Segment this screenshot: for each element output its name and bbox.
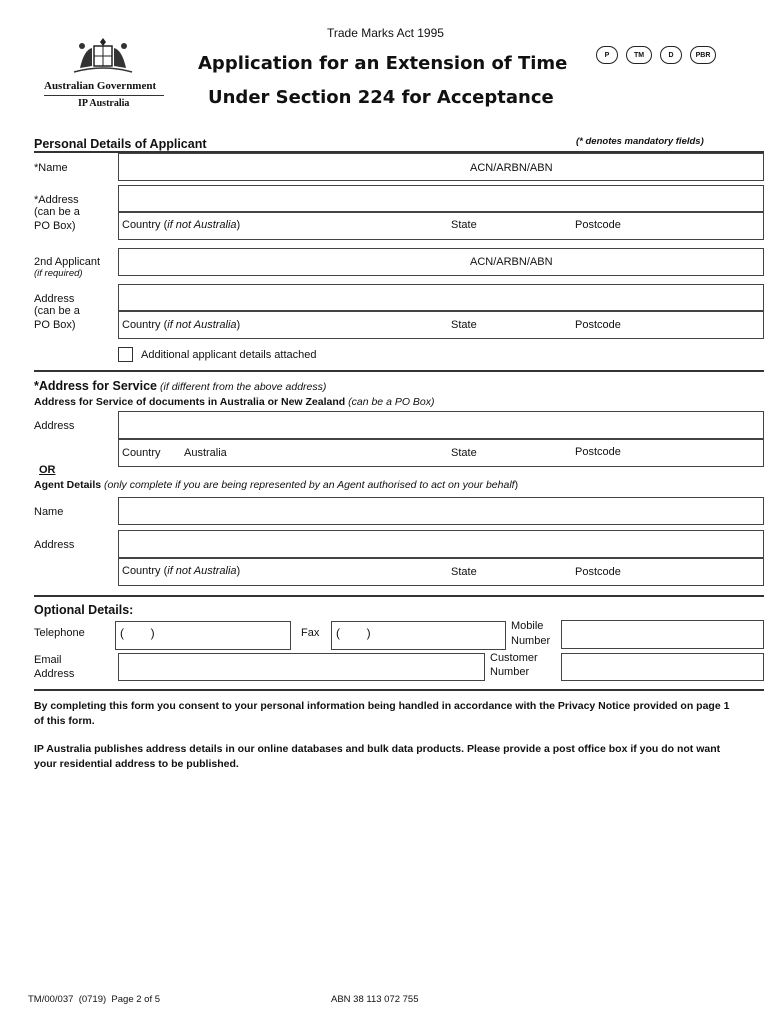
badge-p: P bbox=[596, 46, 618, 64]
agent-address-field[interactable] bbox=[118, 530, 764, 558]
address-label-line3: PO Box) bbox=[34, 220, 76, 232]
mobile-field[interactable] bbox=[561, 620, 764, 649]
applicant-name-field[interactable] bbox=[118, 153, 764, 181]
agent-name-label: Name bbox=[34, 506, 64, 518]
applicant-address-field[interactable] bbox=[118, 185, 764, 212]
second-applicant-hint: (if required) bbox=[34, 268, 83, 279]
customer-number-field[interactable] bbox=[561, 653, 764, 681]
section-rule-optional bbox=[34, 595, 764, 597]
customer-label-line1: Customer bbox=[490, 652, 538, 664]
state2-label: State bbox=[451, 319, 477, 331]
personal-details-heading: Personal Details of Applicant bbox=[34, 137, 207, 151]
state-label: State bbox=[451, 219, 477, 231]
agent-state-label: State bbox=[451, 566, 477, 578]
agent-postcode-label: Postcode bbox=[575, 566, 621, 578]
acn2-label: ACN/ARBN/ABN bbox=[470, 256, 553, 268]
email-field[interactable] bbox=[118, 653, 485, 681]
section-rule-notices bbox=[34, 689, 764, 691]
name-label: *Name bbox=[34, 162, 68, 174]
privacy-notice: By completing this form you consent to your personal information being handled in accordance with the Privacy Notice provided on page 1 of this form. bbox=[34, 700, 730, 727]
fax-label: Fax bbox=[301, 627, 320, 639]
additional-applicant-checkbox[interactable] bbox=[118, 347, 133, 362]
logo-text-ip-australia: IP Australia bbox=[78, 98, 130, 109]
act-name: Trade Marks Act 1995 bbox=[327, 26, 444, 40]
form-title-line-2: Under Section 224 for Acceptance bbox=[208, 87, 554, 108]
abn-footer: ABN 38 113 072 755 bbox=[331, 994, 419, 1005]
additional-applicant-label: Additional applicant details attached bbox=[141, 349, 317, 361]
postcode-label: Postcode bbox=[575, 219, 621, 231]
service-state-label: State bbox=[451, 447, 477, 459]
address-label-line2: (can be a bbox=[34, 206, 80, 218]
agent-country-label: Country (if not Australia) bbox=[122, 565, 241, 577]
country2-label: Country (if not Australia) bbox=[122, 319, 241, 331]
service-heading: *Address for Service (if different from the above address) bbox=[34, 379, 327, 393]
form-title-line-1: Application for an Extension of Time bbox=[198, 53, 568, 74]
form-id-footer: TM/00/037 (0719) Page 2 of 5 bbox=[28, 994, 161, 1005]
address2-label-line2: (can be a bbox=[34, 305, 80, 317]
address2-label-line1: Address bbox=[34, 293, 75, 305]
logo-text-government: Australian Government bbox=[44, 80, 157, 92]
agent-details-heading: Agent Details (only complete if you are being represented by an Agent authorised to act on your behalf) bbox=[34, 479, 519, 491]
optional-heading: Optional Details: bbox=[34, 603, 134, 617]
coat-of-arms-logo bbox=[70, 34, 136, 78]
acn-label: ACN/ARBN/ABN bbox=[470, 162, 553, 174]
agent-name-field[interactable] bbox=[118, 497, 764, 525]
country-label: Country (if not Australia) bbox=[122, 219, 241, 231]
telephone-label: Telephone bbox=[34, 627, 85, 639]
address2-label-line3: PO Box) bbox=[34, 319, 76, 331]
customer-label-line2: Number bbox=[490, 666, 530, 678]
fax-prefix: ( ) bbox=[336, 626, 371, 640]
badge-pbr: PBR bbox=[690, 46, 716, 64]
service-address-field[interactable] bbox=[118, 411, 764, 439]
section-rule-service bbox=[34, 370, 764, 372]
badge-tm: TM bbox=[626, 46, 652, 64]
service-address-label: Address bbox=[34, 420, 75, 432]
email-label-line2: Address bbox=[34, 668, 75, 680]
service-country-label: Country bbox=[122, 447, 161, 459]
or-label: OR bbox=[39, 464, 56, 476]
address-label-line1: *Address bbox=[34, 194, 79, 206]
service-postcode-label: Postcode bbox=[575, 446, 621, 458]
email-label-line1: Email bbox=[34, 654, 62, 666]
mobile-label-line2: Number bbox=[511, 635, 551, 647]
service-subheading: Address for Service of documents in Australia or New Zealand (can be a PO Box) bbox=[34, 396, 435, 408]
service-country-value: Australia bbox=[184, 447, 227, 459]
mobile-label-line1: Mobile bbox=[511, 620, 544, 632]
mandatory-note: (* denotes mandatory fields) bbox=[576, 136, 704, 147]
telephone-prefix: ( ) bbox=[120, 626, 155, 640]
publish-notice: IP Australia publishes address details in our online databases and bulk data products. Please provide a post office box if you do not want your residential address to be published. bbox=[34, 743, 721, 770]
badge-d: D bbox=[660, 46, 682, 64]
postcode2-label: Postcode bbox=[575, 319, 621, 331]
second-applicant-label: 2nd Applicant bbox=[34, 256, 101, 268]
second-applicant-address-field[interactable] bbox=[118, 284, 764, 311]
logo-divider bbox=[44, 95, 164, 96]
agent-address-label: Address bbox=[34, 539, 75, 551]
second-applicant-name-field[interactable] bbox=[118, 248, 764, 276]
